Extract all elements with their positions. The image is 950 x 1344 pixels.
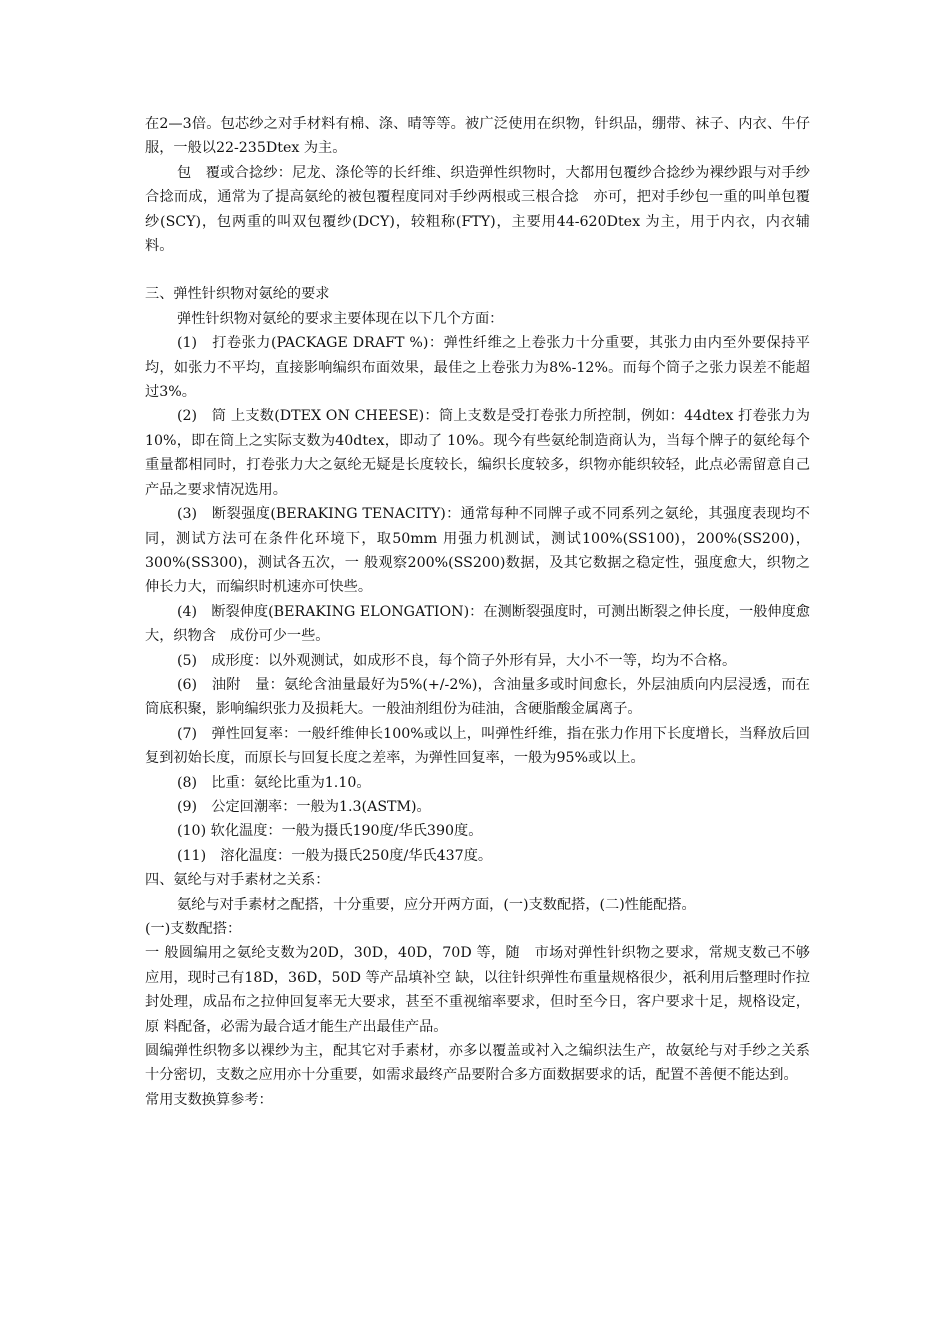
list-item-2: (2) 筒 上支数(DTEX ON CHEESE)：筒上支数是受打卷张力所控制，例如：44dtex 打卷张力为10%，即在筒上之实际支数为40dtex，即动了 10%。现今有些氨纶制造商认为，当每个牌子的氨纶每个重量都相同时，打卷张力大之氨纶无疑是长度较长，编织长度较多，织物亦能织较轻，此点必需留意自己 产品之要求情况选用。 <box>145 408 810 498</box>
section-heading-3: 三、弹性针织物对氨纶的要求 <box>145 286 330 303</box>
list-item-8: (8) 比重：氨纶比重为1.10。 <box>177 774 371 791</box>
list-item-10: (10) 软化温度：一般为摄氏190度/华氏390度。 <box>177 823 483 840</box>
paragraph-continuation: 在2—3倍。包芯纱之对手材料有棉、涤、晴等等。被广泛使用在织物，针织品，绷带、袜子、内衣、牛仔服，一般以22-235Dtex 为主。 <box>145 116 810 157</box>
section-heading-4: 四、氨纶与对手素材之关系： <box>145 872 330 889</box>
document-body <box>145 112 810 1112</box>
list-item-4: (4) 断裂伸度(BERAKING ELONGATION)：在测断裂强度时，可测出断裂之伸长度，一般伸度愈大，织物含 成份可少一些。 <box>145 603 810 645</box>
subsection-heading-count-pairing: (一)支数配搭： <box>145 921 242 937</box>
list-item-1: (1) 打卷张力(PACKAGE DRAFT %)：弹性纤维之上卷张力十分重要，其张力由内至外要保持平均，如张力不平均，直接影响编织布面效果，最佳之上卷张力为8%-12%。而每个筒子之张力误差不能超过3%。 <box>145 335 810 401</box>
paragraph-spacer <box>145 258 810 282</box>
list-item-11: (11) 溶化温度：一般为摄氏250度/华氏437度。 <box>177 847 493 864</box>
paragraph-circular-knit-counts: 一 般圆编用之氨纶支数为20D，30D，40D，70D 等，随 市场对弹性针织物之要求，常规支数己不够应用，现时己有18D，36D，50D 等产品填补空 缺，以往针织弹性布重量规格很少，祇利用后整理时作拉封处理，成品布之拉伸回复率无大要求，甚至不重视缩率要求，但时至今日，客户要求十足，规格设定，原 料配备，必需为最合适才能生产出最佳产品。 <box>145 945 810 1035</box>
list-item-5: (5) 成形度：以外观测试，如成形不良，每个筒子外形有异，大小不一等，均为不合格。 <box>177 652 737 669</box>
list-item-7: (7) 弹性回复率：一般纤维伸长100%或以上，叫弹性纤维，指在张力作用下长度增长，当释放后回复到初始长度，而原长与回复长度之差率，为弹性回复率，一般为95%或以上。 <box>145 725 810 767</box>
list-item-6: (6) 油附 量：氨纶含油量最好为5%(+/-2%)，含油量多或时间愈长，外层油质向内层浸透，而在筒底积聚，影响编织张力及损耗大。一般油剂组份为硅油，含硬脂酸金属离子。 <box>145 676 810 718</box>
paragraph-conversion-reference: 常用支数换算参考： <box>145 1091 273 1108</box>
list-item-9: (9) 公定回潮率：一般为1.3(ASTM)。 <box>177 798 431 815</box>
paragraph-bare-yarn: 圆编弹性织物多以裸纱为主，配其它对手素材，亦多以覆盖或衬入之编织法生产，故氨纶与对手纱之关系十分密切，支数之应用亦十分重要，如需求最终产品要附合多方面数据要求的话，配置不善便不能达到。 <box>145 1043 810 1084</box>
paragraph-pairing-intro: 氨纶与对手素材之配搭，十分重要，应分开两方面，(一)支数配搭，(二)性能配搭。 <box>177 896 696 913</box>
list-item-3: (3) 断裂强度(BERAKING TENACITY)：通常每种不同牌子或不同系列之氨纶，其强度表现均不 同，测试方法可在条件化环境下，取50mm 用强力机测试，测试100%(SS100)，200%(SS200)，300%(SS300)，测试各五次，一 般观察200%(SS200)数据，及其它数据之稳定性，强度愈大，织物之伸长力大，而编织时机速亦可快些。 <box>145 506 810 596</box>
paragraph-intro-requirements: 弹性针织物对氨纶的要求主要体现在以下几个方面： <box>177 310 504 327</box>
paragraph-covered-yarn: 包 覆或合捻纱：尼龙、涤伦等的长纤维、织造弹性织物时，大都用包覆纱合捻纱为裸纱跟与对手纱合捻而成，通常为了提高氨纶的被包覆程度同对手纱两根或三根合捻 亦可，把对手纱包一重的叫单包覆纱(SCY)，包两重的叫双包覆纱(DCY)，较粗称(FTY)，主要用44-620Dtex 为主，用于内衣，内衣辅料。 <box>145 164 810 255</box>
